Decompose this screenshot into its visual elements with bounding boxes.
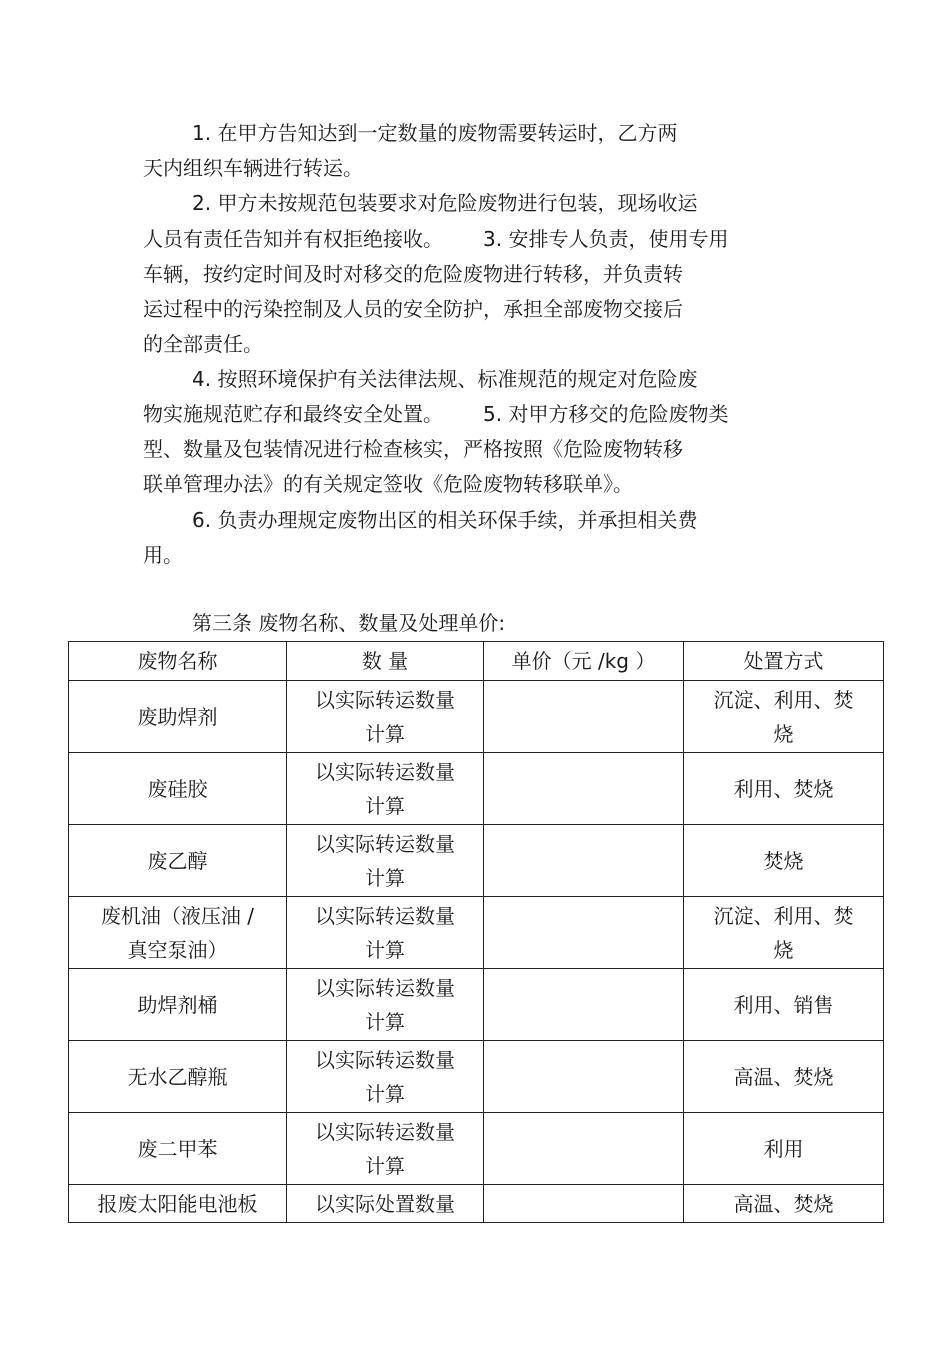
quantity-cell: 以实际转运数量 计算 [287,897,484,969]
disposal-method-cell: 利用、销售 [684,969,884,1041]
unit-price-cell [484,825,684,897]
table-header-row [69,642,884,681]
paragraph-4-line-1: 4. 按照环境保护有关法律法规、标准规范的规定对危险废 [192,367,698,391]
paragraph-5-line-1: 型、数量及包装情况进行检查核实，严格按照《危险废物转移 [143,437,683,461]
paragraph-3-line-1: 车辆，按约定时间及时对移交的危险废物进行转移，并负责转 [143,262,683,286]
unit-price-cell [484,681,684,753]
header-disposal-method: 处置方式 [684,642,884,681]
paragraph-1-line-1: 1. 在甲方告知达到一定数量的废物需要转运时，乙方两 [192,121,678,145]
waste-name-cell: 废二甲苯 [69,1113,287,1185]
table-row [69,825,884,897]
disposal-method-cell: 利用 [684,1113,884,1185]
disposal-method-cell: 焚烧 [684,825,884,897]
paragraph-5-start: 5. 对甲方移交的危险废物类 [483,402,729,426]
table-row [69,681,884,753]
quantity-cell: 以实际转运数量 计算 [287,753,484,825]
quantity-cell: 以实际转运数量 计算 [287,969,484,1041]
quantity-cell: 以实际转运数量 计算 [287,825,484,897]
waste-name-cell: 报废太阳能电池板 [69,1185,287,1223]
paragraph-4-line-2-left: 物实施规范贮存和最终安全处置。 [143,402,443,426]
waste-name-cell: 废机油（液压油 / 真空泵油） [69,897,287,969]
header-quantity: 数 量 [287,642,484,681]
disposal-method-cell: 高温、焚烧 [684,1041,884,1113]
waste-name-cell: 废乙醇 [69,825,287,897]
waste-price-table [68,641,884,1223]
table-row [69,1041,884,1113]
paragraph-5-line-2: 联单管理办法》的有关规定签收《危险废物转移联单》。 [143,472,633,496]
table-row [69,1113,884,1185]
paragraph-4-line-2 [143,401,728,427]
disposal-method-cell: 利用、焚烧 [684,753,884,825]
paragraph-1-line-2: 天内组织车辆进行转运。 [143,156,363,180]
unit-price-cell [484,1185,684,1223]
quantity-cell: 以实际处置数量 [287,1185,484,1223]
paragraph-2-line-1: 2. 甲方未按规范包装要求对危险废物进行包装，现场收运 [192,191,698,215]
table-row [69,897,884,969]
paragraph-6-line-1: 6. 负责办理规定废物出区的相关环保手续，并承担相关费 [192,508,698,532]
header-waste-name: 废物名称 [69,642,287,681]
unit-price-cell [484,753,684,825]
unit-price-cell [484,897,684,969]
paragraph-3-line-3: 的全部责任。 [143,332,263,356]
table-row [69,753,884,825]
disposal-method-cell: 高温、焚烧 [684,1185,884,1223]
paragraph-2-line-2-left: 人员有责任告知并有权拒绝接收。 [143,227,443,251]
paragraph-6-line-2: 用。 [143,543,183,567]
waste-name-cell: 无水乙醇瓶 [69,1041,287,1113]
waste-name-cell: 废助焊剂 [69,681,287,753]
waste-name-cell: 废硅胶 [69,753,287,825]
quantity-cell: 以实际转运数量 计算 [287,1041,484,1113]
table-row [69,1185,884,1223]
section-title: 第三条 废物名称、数量及处理单价: [192,611,506,635]
disposal-method-cell: 沉淀、利用、焚 烧 [684,897,884,969]
quantity-cell: 以实际转运数量 计算 [287,1113,484,1185]
header-unit-price: 单价（元 /kg ） [484,642,684,681]
unit-price-cell [484,1041,684,1113]
unit-price-cell [484,1113,684,1185]
waste-name-cell: 助焊剂桶 [69,969,287,1041]
paragraph-2-line-2 [143,226,728,252]
disposal-method-cell: 沉淀、利用、焚 烧 [684,681,884,753]
table-row [69,969,884,1041]
paragraph-3-start: 3. 安排专人负责，使用专用 [483,227,729,251]
paragraph-3-line-2: 运过程中的污染控制及人员的安全防护，承担全部废物交接后 [143,297,683,321]
unit-price-cell [484,969,684,1041]
quantity-cell: 以实际转运数量 计算 [287,681,484,753]
